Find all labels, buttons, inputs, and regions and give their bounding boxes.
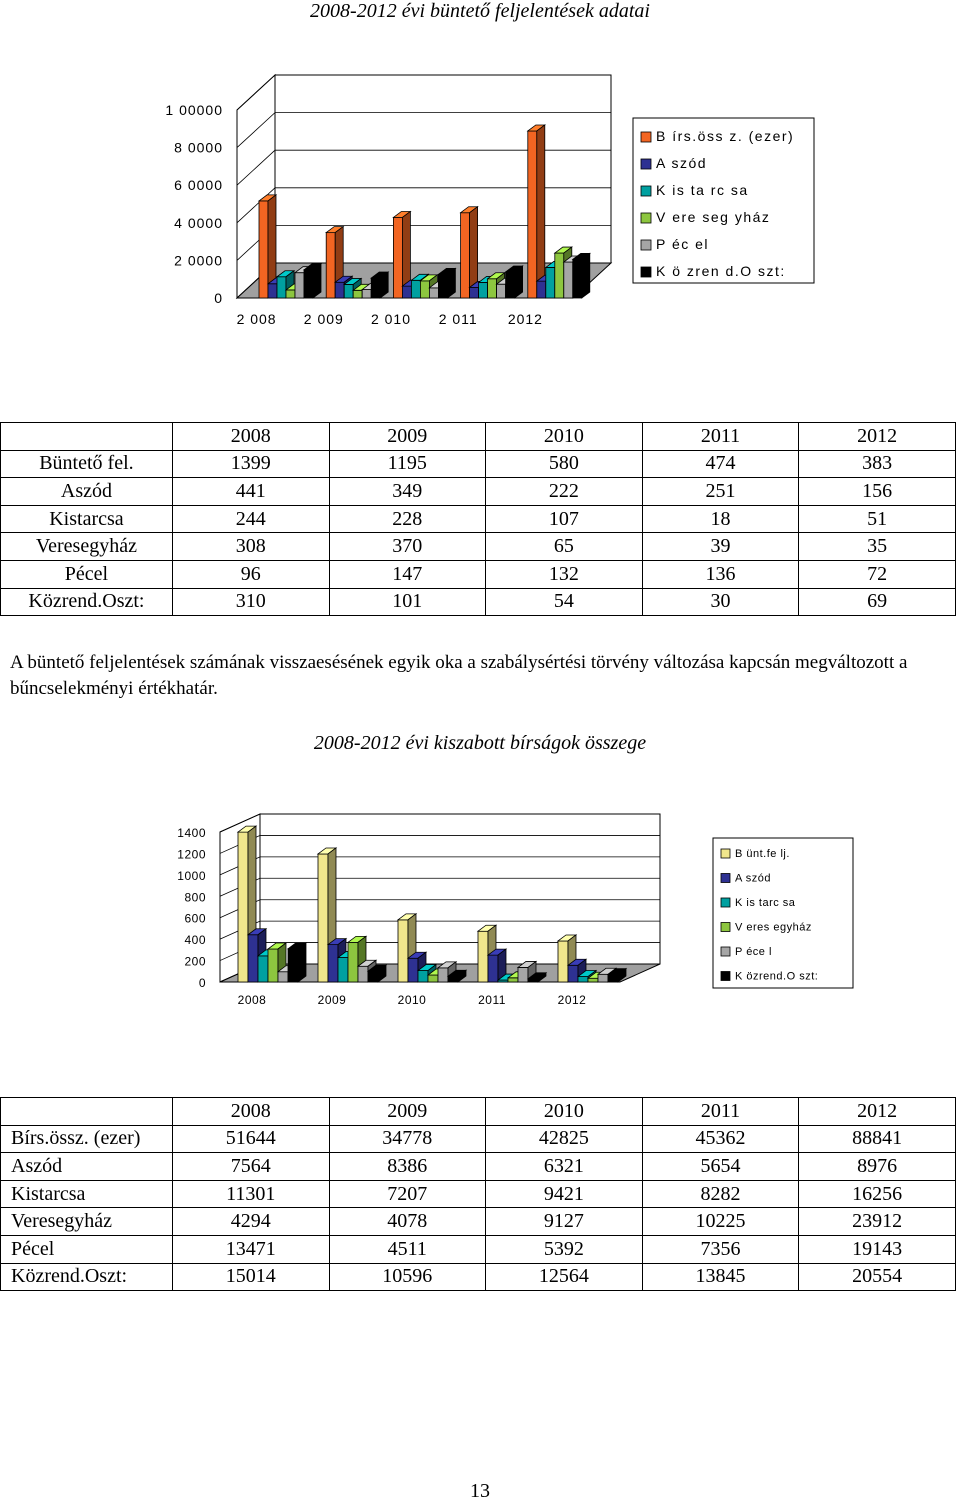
bar-front	[338, 958, 348, 982]
table-cell: 136	[642, 560, 799, 588]
bar-side	[298, 943, 306, 982]
bar-front	[326, 233, 335, 298]
row-label: Büntető fel.	[1, 450, 173, 478]
bar-front	[344, 284, 353, 298]
bar-front	[278, 972, 288, 982]
table-cell: 222	[486, 478, 643, 506]
row-label: Aszód	[1, 478, 173, 506]
table-cell: 12564	[486, 1263, 643, 1291]
bar	[304, 264, 321, 298]
bar-front	[573, 259, 582, 298]
chart2-title: 2008-2012 évi kiszabott bírságok összege	[313, 732, 647, 754]
column-header: 2009	[329, 423, 486, 451]
y-tick-label: 1200	[177, 847, 206, 862]
table-cell: 383	[799, 450, 956, 478]
legend-item: B írs.öss z. (ezer)	[656, 128, 795, 144]
bar-front	[488, 955, 498, 982]
table-cell: 474	[642, 450, 799, 478]
table-row	[1, 1263, 956, 1291]
table-header-row	[1, 1098, 956, 1126]
bar	[288, 943, 306, 982]
table-cell: 132	[486, 560, 643, 588]
bar-front	[537, 281, 546, 298]
table-cell: 4078	[329, 1208, 486, 1236]
table-cell: 65	[486, 533, 643, 561]
legend-item: P éc el	[656, 236, 710, 252]
bar-front	[408, 958, 418, 982]
table-row	[1, 560, 956, 588]
bar-front	[588, 978, 598, 982]
bar-front	[358, 966, 368, 982]
bar-front	[295, 273, 304, 298]
bar-front	[248, 935, 258, 982]
legend-item: B ünt.fe lj.	[735, 848, 790, 860]
bar-front	[528, 131, 537, 298]
table-cell: 244	[172, 505, 329, 533]
page-number: 13	[470, 1480, 490, 1502]
row-label: Pécel	[1, 560, 173, 588]
legend-swatch	[641, 159, 651, 169]
bar-front	[368, 971, 378, 982]
row-label: Kistarcsa	[1, 1180, 173, 1208]
bar-front	[362, 290, 371, 298]
table-cell: 13471	[172, 1235, 329, 1263]
table-cell: 349	[329, 478, 486, 506]
x-tick-label: 2010	[397, 993, 427, 1007]
back-wall	[275, 75, 611, 263]
table-cell: 11301	[172, 1180, 329, 1208]
bar-front	[488, 279, 497, 298]
bar-front	[418, 971, 428, 982]
bar-front	[420, 281, 429, 298]
bar-front	[286, 290, 295, 298]
bar-front	[497, 284, 506, 298]
bar-front	[568, 965, 578, 982]
legend-item: K is ta rc sa	[656, 182, 749, 198]
bar-side	[582, 253, 590, 298]
row-label: Bírs.össz. (ezer)	[1, 1125, 173, 1153]
table-row	[1, 505, 956, 533]
y-tick-label: 1000	[177, 868, 206, 883]
table-cell: 8976	[799, 1153, 956, 1181]
bar-front	[402, 286, 411, 298]
y-tick-label: 0	[198, 976, 206, 990]
table-cell: 370	[329, 533, 486, 561]
bar-front	[479, 282, 488, 298]
bar-front	[564, 262, 573, 298]
legend-item: K ö zren d.O szt:	[656, 263, 786, 279]
table-criminal-reports	[0, 422, 956, 616]
legend-swatch	[721, 947, 730, 956]
bar-front	[328, 945, 338, 982]
table-cell: 35	[799, 533, 956, 561]
row-label: Veresegyház	[1, 533, 173, 561]
table-cell: 228	[329, 505, 486, 533]
table-cell: 42825	[486, 1125, 643, 1153]
table-cell: 101	[329, 588, 486, 616]
bar-front	[277, 277, 286, 298]
table-cell: 9127	[486, 1208, 643, 1236]
column-header: 2012	[799, 1098, 956, 1126]
bar-front	[506, 272, 515, 298]
table-cell: 8282	[642, 1180, 799, 1208]
bar-side	[313, 264, 321, 298]
x-tick-label: 2012	[557, 993, 587, 1007]
table-cell: 4294	[172, 1208, 329, 1236]
bar-front	[288, 949, 298, 982]
table-cell: 8386	[329, 1153, 486, 1181]
bar-front	[518, 967, 528, 982]
bar	[506, 266, 523, 298]
x-tick-label: 2012	[507, 311, 543, 327]
bar-front	[508, 978, 518, 982]
bar-front	[353, 290, 362, 298]
legend-item: K özrend.O szt:	[735, 970, 819, 983]
explanation-paragraph: A büntető feljelentések számának visszaesésének egyik oka a szabálysértési törvény változása kapcsán megváltozott a bűncselekményi értékhatár.	[10, 652, 908, 699]
legend-item: A szód	[656, 155, 708, 171]
x-tick-label: 2008	[237, 993, 267, 1007]
table-row	[1, 533, 956, 561]
bar-front	[461, 213, 470, 298]
table-cell: 96	[172, 560, 329, 588]
bar-front	[335, 282, 344, 298]
bar-front	[438, 274, 447, 298]
y-tick-label: 400	[184, 933, 206, 948]
table-cell: 107	[486, 505, 643, 533]
column-header: 2008	[172, 423, 329, 451]
x-tick-label: 2 011	[438, 311, 478, 327]
table-cell: 72	[799, 560, 956, 588]
table-cell: 30	[642, 588, 799, 616]
y-tick-label: 600	[184, 911, 206, 926]
x-tick-label: 2011	[478, 993, 506, 1007]
bar-front	[393, 217, 402, 298]
table-cell: 69	[799, 588, 956, 616]
x-tick-label: 2 008	[236, 311, 277, 327]
table-cell: 13845	[642, 1263, 799, 1291]
legend-swatch	[721, 874, 730, 883]
table-cell: 7564	[172, 1153, 329, 1181]
legend-box	[713, 838, 853, 988]
table-cell: 16256	[799, 1180, 956, 1208]
legend-swatch	[721, 898, 730, 907]
table-cell: 5654	[642, 1153, 799, 1181]
table-cell: 20554	[799, 1263, 956, 1291]
bar-front	[268, 949, 278, 982]
column-header: 2008	[172, 1098, 329, 1126]
table-cell: 310	[172, 588, 329, 616]
bar-side	[537, 125, 545, 298]
table-row	[1, 1208, 956, 1236]
column-header: 2012	[799, 423, 956, 451]
bar-front	[411, 280, 420, 298]
y-tick-label: 200	[184, 954, 206, 969]
bar-side	[515, 266, 523, 298]
legend-swatch	[721, 849, 730, 858]
bar-front	[578, 977, 588, 982]
bar-front	[555, 253, 564, 298]
table-header-row	[1, 423, 956, 451]
legend-swatch	[641, 213, 651, 223]
legend-swatch	[641, 132, 651, 142]
table-cell: 18	[642, 505, 799, 533]
legend-item: P éce l	[735, 946, 772, 958]
table-cell: 10225	[642, 1208, 799, 1236]
bar-front	[259, 201, 268, 298]
bar-front	[528, 979, 538, 982]
table-cell: 7207	[329, 1180, 486, 1208]
table-cell: 147	[329, 560, 486, 588]
legend-item: A szód	[735, 872, 772, 885]
bar	[573, 253, 590, 298]
bar-front	[398, 920, 408, 982]
bar	[528, 125, 545, 298]
table-cell: 39	[642, 533, 799, 561]
table-row	[1, 1125, 956, 1153]
table-cell: 156	[799, 478, 956, 506]
y-tick-label: 4 0000	[174, 214, 223, 231]
bar	[438, 268, 455, 298]
chart1-title: 2008-2012 évi büntető feljelentések adatai	[310, 0, 650, 22]
table-cell: 251	[642, 478, 799, 506]
bar-chart-reports	[177, 814, 853, 1007]
column-header: 2010	[486, 423, 643, 451]
table-cell: 7356	[642, 1235, 799, 1263]
table-cell: 10596	[329, 1263, 486, 1291]
x-tick-label: 2 009	[303, 311, 344, 327]
bar-front	[470, 287, 479, 298]
bar-front	[304, 270, 313, 298]
column-header: 2010	[486, 1098, 643, 1126]
bar	[371, 272, 388, 298]
y-tick-label: 0	[214, 290, 223, 306]
bar-front	[348, 942, 358, 982]
table-cell: 308	[172, 533, 329, 561]
bar-front	[268, 284, 277, 298]
y-tick-label: 1400	[177, 826, 206, 840]
table-cell: 45362	[642, 1125, 799, 1153]
row-label: Közrend.Oszt:	[1, 588, 173, 616]
table-row	[1, 450, 956, 478]
legend-swatch	[641, 186, 651, 196]
table-row	[1, 1235, 956, 1263]
legend-swatch	[721, 923, 730, 932]
bar-front	[258, 956, 268, 982]
legend-item: V ere seg yház	[656, 209, 771, 225]
table-cell: 1195	[329, 450, 486, 478]
bar-front	[478, 931, 488, 982]
column-header: 2011	[642, 423, 799, 451]
column-header: 2009	[329, 1098, 486, 1126]
header-corner	[1, 1098, 173, 1126]
table-cell: 6321	[486, 1153, 643, 1181]
table-cell: 4511	[329, 1235, 486, 1263]
bar-chart-fines	[165, 75, 814, 327]
legend-swatch	[641, 240, 651, 250]
table-cell: 54	[486, 588, 643, 616]
y-tick-label: 800	[184, 890, 206, 905]
bar-front	[608, 975, 618, 982]
table-cell: 88841	[799, 1125, 956, 1153]
legend-item: K is tarc sa	[735, 897, 796, 909]
row-label: Pécel	[1, 1235, 173, 1263]
table-row	[1, 1153, 956, 1181]
table-cell: 580	[486, 450, 643, 478]
x-tick-label: 2009	[317, 993, 347, 1007]
table-cell: 9421	[486, 1180, 643, 1208]
row-label: Kistarcsa	[1, 505, 173, 533]
table-cell: 19143	[799, 1235, 956, 1263]
table-row	[1, 588, 956, 616]
legend-item: V eres egyház	[735, 921, 812, 934]
bar-front	[546, 267, 555, 298]
row-label: Veresegyház	[1, 1208, 173, 1236]
y-tick-label: 2 0000	[174, 252, 223, 269]
legend-swatch	[721, 972, 730, 981]
x-tick-label: 2 010	[370, 311, 412, 327]
table-cell: 5392	[486, 1235, 643, 1263]
row-label: Aszód	[1, 1153, 173, 1181]
table-row	[1, 1180, 956, 1208]
table-fines	[0, 1097, 956, 1291]
bar-front	[558, 941, 568, 982]
bar-front	[371, 278, 380, 298]
table-cell: 23912	[799, 1208, 956, 1236]
y-tick-label: 6 0000	[174, 177, 223, 194]
table-row	[1, 478, 956, 506]
bar-front	[448, 976, 458, 982]
table-cell: 1399	[172, 450, 329, 478]
bar-front	[318, 854, 328, 982]
table-cell: 15014	[172, 1263, 329, 1291]
bar-front	[429, 288, 438, 298]
column-header: 2011	[642, 1098, 799, 1126]
header-corner	[1, 423, 173, 451]
bar-front	[598, 974, 608, 982]
bar-front	[438, 968, 448, 982]
table-cell: 51	[799, 505, 956, 533]
table-cell: 441	[172, 478, 329, 506]
legend-swatch	[641, 267, 651, 277]
table-cell: 51644	[172, 1125, 329, 1153]
table-cell: 34778	[329, 1125, 486, 1153]
y-tick-label: 1 00000	[165, 102, 223, 118]
bar-front	[428, 975, 438, 982]
row-label: Közrend.Oszt:	[1, 1263, 173, 1291]
y-tick-label: 8 0000	[174, 139, 223, 156]
bar-front	[238, 832, 248, 982]
